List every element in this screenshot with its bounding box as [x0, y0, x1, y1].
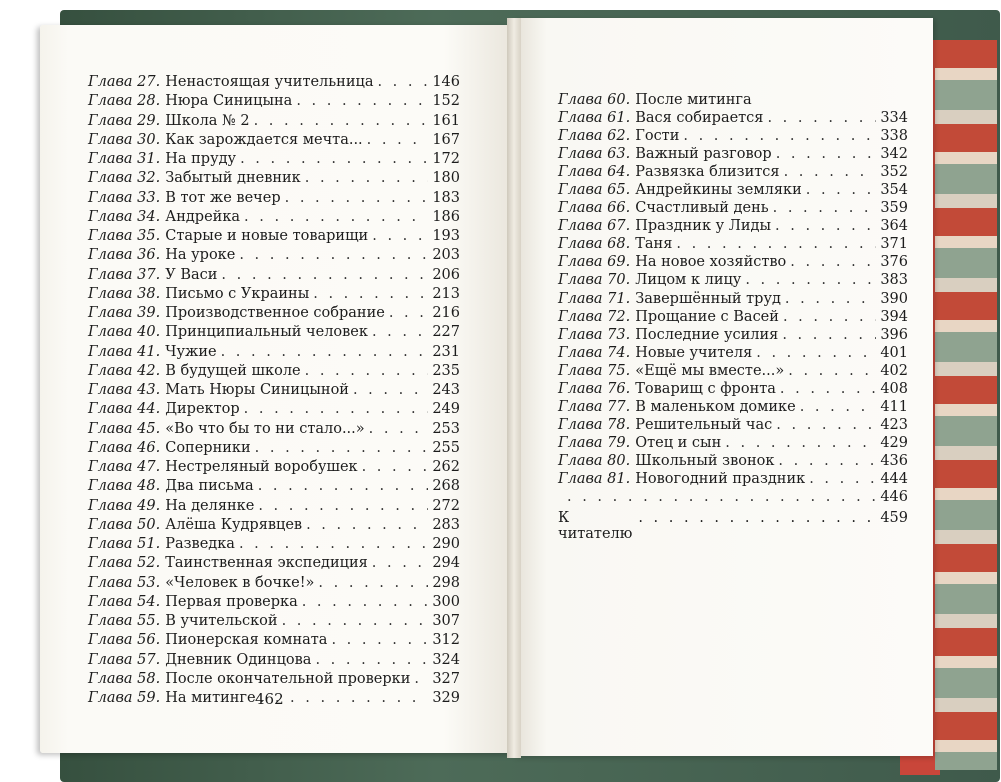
leader-dots	[239, 536, 428, 552]
chapter-page: 186	[432, 208, 460, 225]
chapter-title: На пруду	[165, 151, 237, 167]
chapter-title: Вася собирается	[635, 110, 764, 127]
chapter-page: 227	[432, 324, 460, 341]
chapter-page: 334	[880, 110, 908, 127]
chapter-page: 161	[432, 112, 460, 129]
chapter-page: 429	[880, 434, 908, 451]
chapter-title: Старые и новые товарищи	[165, 228, 369, 244]
chapter-label: Глава 43.	[88, 382, 161, 398]
chapter-label: Глава 37.	[88, 266, 161, 283]
chapter-label: Глава 41.	[88, 343, 161, 360]
leader-dots	[780, 381, 876, 397]
chapter-page: 262	[432, 459, 460, 475]
chapter-page: 436	[880, 452, 908, 469]
chapter-title: Директор	[165, 401, 240, 418]
leader-dots	[676, 236, 876, 252]
toc-entry	[88, 440, 460, 459]
chapter-title: Важный разговор	[635, 146, 772, 163]
leader-dots	[315, 652, 428, 668]
chapter-page: 307	[432, 613, 460, 629]
leader-dots	[806, 182, 877, 198]
chapter-title: Праздник у Лиды	[635, 218, 772, 235]
toc-entry	[558, 110, 908, 128]
chapter-label: Глава 79.	[558, 434, 631, 451]
toc-entry	[88, 594, 460, 613]
leader-dots	[285, 190, 429, 206]
chapter-label: Глава 67.	[558, 218, 631, 235]
leader-dots	[767, 110, 876, 126]
chapter-title: Гости	[635, 128, 680, 145]
chapter-label: Глава 70.	[558, 272, 631, 289]
chapter-page: 294	[432, 555, 460, 572]
chapter-label: Глава 39.	[88, 305, 161, 321]
leader-dots	[782, 327, 876, 343]
chapter-title: Прощание с Васей	[635, 308, 779, 325]
chapter-page: 298	[432, 574, 460, 591]
toc-right-column	[558, 92, 908, 507]
chapter-title: Нестреляный воробушек	[165, 459, 358, 475]
chapter-title: «Человек в бочке!»	[165, 574, 315, 591]
chapter-label: Глава 50.	[88, 516, 161, 533]
reader-title: К читателю	[558, 510, 633, 542]
leader-dots	[783, 309, 876, 325]
toc-entry	[558, 200, 908, 218]
toc-entry	[558, 164, 908, 182]
toc-entry	[88, 209, 460, 228]
chapter-page: 376	[880, 254, 908, 271]
leader-dots	[331, 632, 428, 648]
chapter-title: Дневник Одинцова	[165, 651, 312, 668]
leader-dots	[756, 345, 876, 361]
toc-entry	[558, 182, 908, 200]
chapter-title: Пионерская комната	[165, 632, 328, 649]
chapter-title: Новые учителя	[635, 344, 753, 361]
toc-entry	[88, 382, 460, 401]
chapter-title: Первая проверка	[165, 593, 298, 610]
leader-dots	[790, 254, 876, 270]
chapter-page: 180	[432, 170, 460, 187]
leader-dots	[776, 146, 877, 162]
toc-entry	[88, 536, 460, 555]
chapter-label: Глава 53.	[88, 574, 161, 591]
leader-dots	[313, 286, 428, 302]
page-number: 462	[255, 690, 284, 708]
leader-dots	[377, 74, 428, 90]
chapter-title: Таня	[635, 236, 673, 253]
chapter-title: После митинга	[635, 92, 752, 108]
chapter-page: 359	[880, 200, 908, 217]
chapter-title: Алёша Кудрявцев	[165, 516, 303, 533]
leader-dots	[745, 272, 876, 288]
chapter-page: 283	[432, 516, 460, 533]
toc-entry	[88, 575, 460, 594]
toc-entry	[558, 399, 908, 417]
toc-entry	[88, 478, 460, 497]
chapter-page: 423	[880, 416, 908, 433]
toc-entry	[88, 132, 460, 151]
toc-entry	[558, 363, 908, 381]
chapter-title: В учительской	[165, 613, 278, 629]
chapter-page: 371	[880, 236, 908, 253]
chapter-page: 172	[432, 151, 460, 167]
toc-entry	[88, 344, 460, 363]
toc-entry	[88, 267, 460, 286]
chapter-title: Последние усилия	[635, 326, 779, 343]
chapter-title: Соперники	[165, 439, 251, 456]
chapter-page: 312	[432, 632, 460, 649]
chapter-title: Ненастоящая учительница	[165, 74, 374, 90]
chapter-title: У Васи	[165, 266, 218, 283]
toc-entry	[88, 613, 460, 632]
chapter-title: В будущей школе	[165, 362, 301, 379]
chapter-label: Глава 76.	[558, 380, 631, 397]
chapter-page: 152	[432, 93, 460, 110]
toc-entry	[88, 421, 460, 440]
leader-dots	[776, 417, 876, 433]
chapter-title: На митинге	[165, 690, 256, 706]
chapter-page: 394	[880, 308, 908, 325]
chapter-label: Глава 36.	[88, 247, 161, 264]
chapter-label: Глава 34.	[88, 208, 161, 225]
chapter-title: Завершённый труд	[635, 290, 781, 307]
chapter-title: Таинственная экспедиция	[165, 555, 368, 572]
chapter-page: 408	[880, 380, 908, 397]
toc-entry	[88, 305, 460, 324]
chapter-title: «Ещё мы вместе...»	[635, 362, 785, 379]
chapter-title: Нюра Синицына	[165, 93, 293, 110]
leader-dots	[305, 363, 429, 379]
chapter-label: Глава 33.	[88, 189, 161, 206]
chapter-page: 203	[432, 247, 460, 264]
chapter-page: 383	[880, 272, 908, 289]
chapter-title: После окончательной проверки	[165, 670, 411, 687]
chapter-label: Глава 64.	[558, 164, 631, 181]
chapter-title: На делянке	[165, 497, 255, 514]
toc-entry	[88, 652, 460, 671]
chapter-page: 235	[432, 362, 460, 379]
cover-illustration	[935, 40, 997, 770]
chapter-label: Глава 78.	[558, 416, 631, 433]
chapter-label: Глава 63.	[558, 146, 631, 163]
leader-dots	[239, 247, 428, 263]
leader-dots	[809, 471, 876, 487]
leader-dots	[775, 218, 876, 234]
chapter-label: Глава 65.	[558, 182, 631, 199]
leader-dots	[389, 305, 428, 321]
chapter-label: Глава 31.	[88, 151, 161, 167]
chapter-page: 249	[432, 401, 460, 418]
chapter-label: Глава 74.	[558, 344, 631, 361]
leader-dots	[800, 399, 877, 415]
leader-dots	[725, 435, 876, 451]
leader-dots	[372, 555, 429, 571]
leader-dots	[372, 228, 428, 244]
toc-entry	[88, 170, 460, 189]
leader-dots	[773, 200, 877, 216]
chapter-label: Глава 80.	[558, 452, 631, 469]
chapter-label: Глава 72.	[558, 308, 631, 325]
chapter-title: Школа № 2	[165, 112, 250, 129]
chapter-label: Глава 45.	[88, 420, 161, 437]
chapter-label: Глава 69.	[558, 254, 631, 271]
chapter-label: Глава 56.	[88, 632, 161, 649]
chapter-title: На уроке	[165, 247, 236, 264]
leader-dots	[367, 132, 429, 148]
toc-entry	[558, 309, 908, 327]
chapter-title: Андрейкины земляки	[635, 182, 802, 199]
chapter-page: 411	[880, 398, 908, 415]
toc-entry	[558, 435, 908, 453]
toc-entry	[558, 327, 908, 345]
chapter-page: 390	[880, 290, 908, 307]
toc-entry	[558, 345, 908, 363]
leader-dots	[254, 113, 429, 129]
chapter-page: 146	[432, 74, 460, 90]
chapter-title: Забытый дневник	[165, 170, 301, 187]
leader-dots	[258, 478, 429, 494]
toc-entry	[88, 401, 460, 420]
chapter-label: Глава 77.	[558, 398, 631, 415]
chapter-page: 216	[432, 305, 460, 321]
toc-entry	[88, 190, 460, 209]
chapter-page: 167	[432, 131, 460, 148]
reader-page: 459	[880, 510, 908, 526]
leader-dots	[567, 489, 876, 505]
chapter-label: Глава 61.	[558, 110, 631, 127]
toc-entry	[88, 247, 460, 266]
chapter-page: 396	[880, 326, 908, 343]
chapter-title: В маленьком домике	[635, 398, 796, 415]
chapter-page: 324	[432, 651, 460, 668]
chapter-page: 300	[432, 593, 460, 610]
chapter-page: 352	[880, 164, 908, 181]
chapter-title: Счастливый день	[635, 200, 769, 217]
chapter-label: Глава 81.	[558, 470, 631, 487]
chapter-page: 183	[432, 189, 460, 206]
toc-entry	[88, 459, 460, 478]
chapter-title: Решительный час	[635, 416, 773, 433]
chapter-page: 206	[432, 266, 460, 283]
chapter-label: Глава 62.	[558, 128, 631, 145]
leader-dots	[282, 613, 429, 629]
toc-entry	[88, 498, 460, 517]
chapter-page: 290	[432, 536, 460, 552]
chapter-page: 446	[880, 489, 908, 506]
chapter-page: 338	[880, 128, 908, 145]
leader-dots	[372, 324, 428, 340]
toc-entry	[558, 146, 908, 164]
leader-dots	[785, 291, 876, 307]
toc-entry	[88, 324, 460, 343]
chapter-label: Глава 32.	[88, 170, 161, 187]
chapter-label: Глава 51.	[88, 536, 161, 552]
chapter-page: 213	[432, 285, 460, 302]
chapter-label: Глава 66.	[558, 200, 631, 217]
toc-entry-to-reader	[558, 510, 908, 542]
leader-dots	[638, 510, 874, 526]
toc-entry	[558, 489, 908, 507]
chapter-label: Глава 27.	[88, 74, 161, 90]
toc-entry	[88, 517, 460, 536]
leader-dots	[318, 575, 428, 591]
toc-entry	[88, 113, 460, 132]
leader-dots	[305, 170, 429, 186]
toc-entry	[88, 671, 460, 690]
toc-entry	[88, 555, 460, 574]
chapter-label: Глава 44.	[88, 401, 161, 418]
chapter-label: Глава 40.	[88, 324, 161, 341]
leader-dots	[244, 401, 429, 417]
leader-dots	[221, 267, 428, 283]
chapter-label: Глава 47.	[88, 459, 161, 475]
chapter-page: 327	[432, 670, 460, 687]
chapter-page: 243	[432, 382, 460, 398]
leader-dots	[784, 164, 877, 180]
toc-entry	[88, 151, 460, 170]
toc-entry	[558, 254, 908, 272]
leader-dots	[683, 128, 876, 144]
chapter-title: Развязка близится	[635, 164, 780, 181]
chapter-title: На новое хозяйство	[635, 254, 787, 271]
chapter-title: Товарищ с фронта	[635, 380, 776, 397]
chapter-page: 364	[880, 218, 908, 235]
chapter-label: Глава 29.	[88, 112, 161, 129]
chapter-label: Глава 60.	[558, 92, 631, 108]
chapter-label: Глава 42.	[88, 362, 161, 379]
leader-dots	[221, 344, 429, 360]
leader-dots	[258, 498, 428, 514]
chapter-title: Отец и сын	[635, 434, 722, 451]
chapter-page: 444	[880, 470, 908, 487]
toc-entry	[558, 453, 908, 471]
chapter-page: 255	[432, 439, 460, 456]
chapter-label: Глава 75.	[558, 362, 631, 379]
leader-dots	[302, 594, 429, 610]
toc-entry	[558, 128, 908, 146]
chapter-label: Глава 46.	[88, 439, 161, 456]
chapter-page: 402	[880, 362, 908, 379]
chapter-title: Разведка	[165, 536, 235, 552]
chapter-page: 329	[432, 690, 460, 706]
chapter-page: 401	[880, 344, 908, 361]
chapter-title: В тот же вечер	[165, 189, 281, 206]
toc-entry	[88, 74, 460, 93]
toc-entry	[558, 92, 908, 110]
leader-dots	[244, 209, 428, 225]
toc-entry	[558, 218, 908, 236]
toc-entry	[558, 272, 908, 290]
chapter-label: Глава 48.	[88, 478, 161, 495]
leader-dots	[362, 459, 429, 475]
chapter-label: Глава 57.	[88, 651, 161, 668]
chapter-title: Производственное собрание	[165, 305, 385, 321]
toc-entry	[558, 381, 908, 399]
chapter-label: Глава 55.	[88, 613, 161, 629]
leader-dots	[778, 453, 876, 469]
toc-entry	[558, 291, 908, 309]
leader-dots	[306, 517, 428, 533]
chapter-label: Глава 54.	[88, 593, 161, 610]
toc-entry	[88, 632, 460, 651]
chapter-title: Мать Нюры Синицыной	[165, 382, 349, 398]
chapter-page: 253	[432, 420, 460, 437]
chapter-label: Глава 73.	[558, 326, 631, 343]
leader-dots	[369, 421, 429, 437]
toc-entry	[558, 417, 908, 435]
chapter-title: Два письма	[165, 478, 254, 495]
chapter-label: Глава 52.	[88, 555, 161, 572]
chapter-label: Глава 68.	[558, 236, 631, 253]
chapter-title: Лицом к лицу	[635, 272, 742, 289]
chapter-title: Новогодний праздник	[635, 470, 806, 487]
book-gutter	[507, 18, 521, 758]
chapter-title: Чужие	[165, 343, 217, 360]
leader-dots	[255, 440, 429, 456]
chapter-page: 272	[432, 497, 460, 514]
chapter-page: 231	[432, 343, 460, 360]
chapter-title: Школьный звонок	[635, 452, 775, 469]
leader-dots	[414, 671, 428, 687]
chapter-page: 193	[432, 228, 460, 244]
leader-dots	[260, 690, 429, 706]
toc-entry	[88, 93, 460, 112]
chapter-label: Глава 38.	[88, 285, 161, 302]
toc-entry	[88, 363, 460, 382]
toc-entry	[558, 236, 908, 254]
chapter-title: Андрейка	[165, 208, 241, 225]
chapter-label: Глава 30.	[88, 131, 161, 148]
toc-left-column	[88, 74, 460, 709]
chapter-page: 268	[432, 478, 460, 495]
chapter-title: Письмо с Украины	[165, 285, 310, 302]
toc-entry	[88, 286, 460, 305]
chapter-page: 342	[880, 146, 908, 163]
leader-dots	[240, 151, 428, 167]
chapter-label: Глава 71.	[558, 290, 631, 307]
chapter-label: Глава 59.	[88, 690, 161, 706]
chapter-label: Глава 49.	[88, 497, 161, 514]
chapter-title: Принципиальный человек	[165, 324, 368, 341]
chapter-title: «Во что бы то ни стало...»	[165, 420, 365, 437]
chapter-title: Как зарождается мечта...	[165, 131, 363, 148]
toc-entry	[88, 228, 460, 247]
chapter-label: Глава 28.	[88, 93, 161, 110]
leader-dots	[788, 363, 876, 379]
leader-dots	[296, 93, 428, 109]
chapter-label: Глава 35.	[88, 228, 161, 244]
leader-dots	[353, 382, 428, 398]
chapter-page: 354	[880, 182, 908, 199]
toc-entry	[558, 471, 908, 489]
chapter-label: Глава 58.	[88, 670, 161, 687]
